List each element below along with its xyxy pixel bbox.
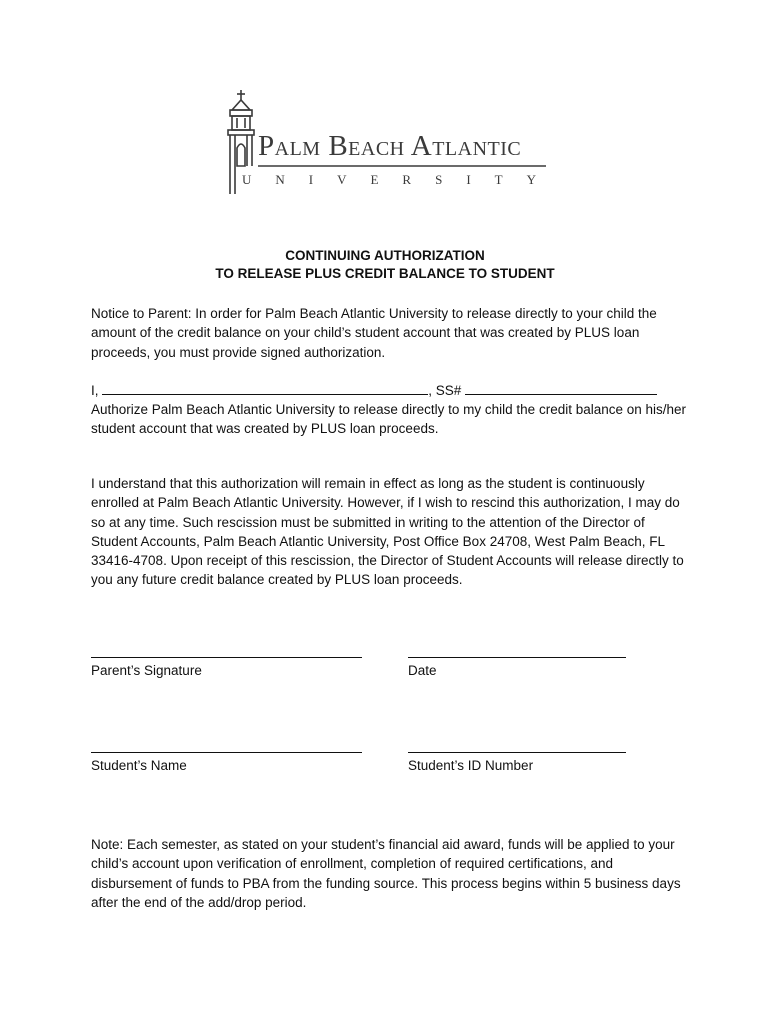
logo-divider bbox=[258, 165, 546, 167]
date-line[interactable] bbox=[408, 657, 626, 658]
notice-paragraph: Notice to Parent: In order for Palm Beach Atlantic University to release directly to your child the amount of the credit balance on your child’s student account that was created by PLUS loan proceeds, you must provide signed authorization. bbox=[91, 306, 657, 360]
student-id-label: Student’s ID Number bbox=[408, 758, 534, 773]
parent-name-field[interactable] bbox=[102, 382, 428, 395]
ss-number-field[interactable] bbox=[465, 382, 657, 395]
understand-paragraph: I understand that this authorization will remain in effect as long as the student is continuously enrolled at Palm Beach Atlantic University. However, if I wish to rescind this authorization, I may do so at any time. Such rescission must be submitted in writing to the attention of the Director of Student Accounts, Palm Beach Atlantic University, Post Office Box 24708, West Palm Beach, FL 33416-4708. Upon receipt of this rescission, the Director of Student Accounts will release directly to you any future credit balance created by PLUS loan proceeds. bbox=[91, 476, 684, 588]
ss-label: , SS# bbox=[428, 383, 462, 398]
form-title-line-1: CONTINUING AUTHORIZATION bbox=[285, 248, 485, 263]
university-logo bbox=[222, 88, 560, 198]
authorize-paragraph: Authorize Palm Beach Atlantic University to release directly to my child the credit balance on his/her student account that was created by PLUS loan proceeds. bbox=[91, 402, 687, 437]
form-title-line-2: TO RELEASE PLUS CREDIT BALANCE TO STUDENT bbox=[215, 266, 555, 281]
student-name-label: Student’s Name bbox=[91, 758, 187, 773]
parent-signature-label: Parent’s Signature bbox=[91, 663, 202, 678]
note-paragraph: Note: Each semester, as stated on your student’s financial aid award, funds will be applied to your child’s account upon verification of enrollment, completion of required certifications, and disbursement of funds to PBA from the funding source. This process begins within 5 business days after the end of the add/drop period. bbox=[91, 837, 681, 910]
logo-wordmark: Palm Beach Atlantic bbox=[258, 130, 522, 162]
parent-signature-line[interactable] bbox=[91, 657, 362, 658]
name-ss-line bbox=[91, 381, 691, 400]
student-id-line[interactable] bbox=[408, 752, 626, 753]
logo-university-text: UNIVERSITY bbox=[242, 172, 560, 187]
student-name-line[interactable] bbox=[91, 752, 362, 753]
date-label: Date bbox=[408, 663, 437, 678]
i-label: I, bbox=[91, 383, 99, 398]
